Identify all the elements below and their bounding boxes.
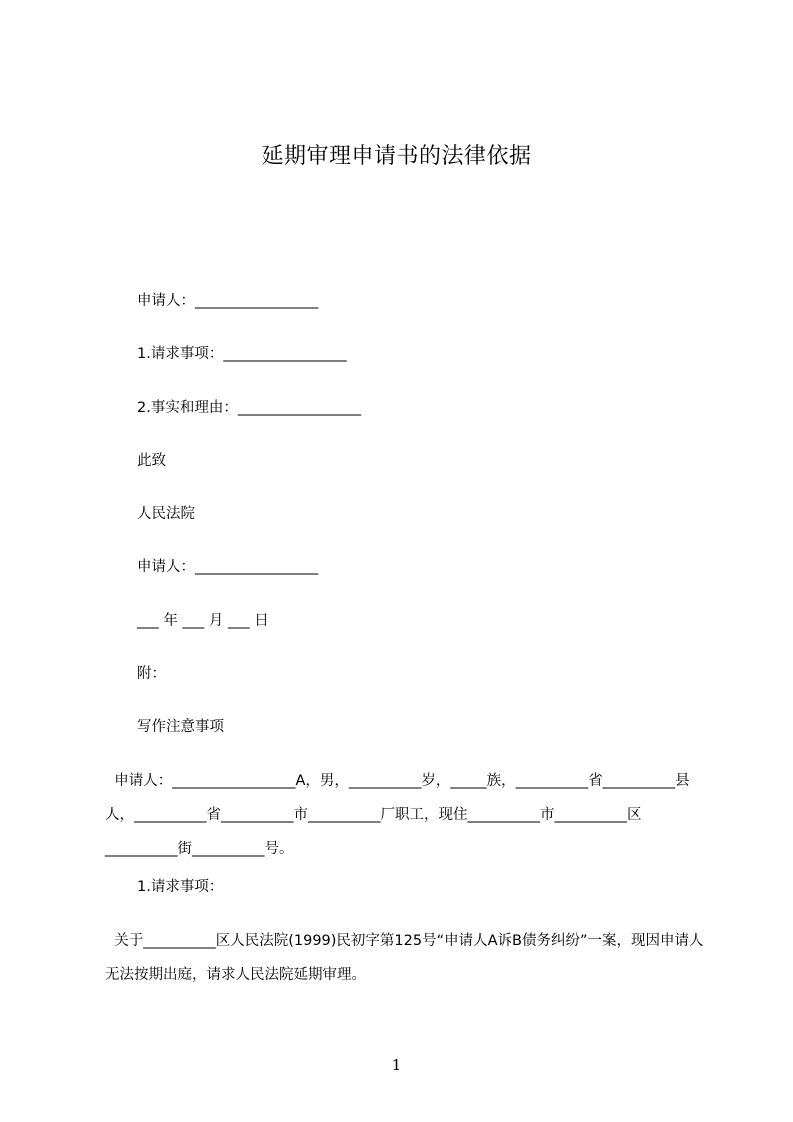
- request-item-heading: 1.请求事项：: [137, 879, 224, 895]
- facts-reasons-line: 2.事实和理由：_________________: [137, 400, 362, 416]
- applicant-sign-line: 申请人：_________________: [137, 559, 319, 575]
- page-number: 1: [391, 1056, 402, 1074]
- respectfully-line: 此致: [137, 453, 166, 469]
- attachment-line: 附：: [137, 666, 166, 682]
- court-line: 人民法院: [137, 506, 195, 522]
- applicant-info-paragraph: 申请人：_________________A，男，__________岁，_____族，__________省__________县人，__________省__________市__________厂职工，现住__________市__________区__________街__________号。: [105, 773, 690, 857]
- date-line: ___ 年 ___ 月 ___ 日: [137, 613, 269, 629]
- notes-heading: 写作注意事项: [137, 719, 224, 735]
- applicant-line: 申请人：_________________: [137, 293, 319, 309]
- request-item-line: 1.请求事项：_________________: [137, 346, 347, 362]
- document-title: 延期审理申请书的法律依据: [261, 144, 532, 169]
- request-content-paragraph: 关于__________区人民法院(1999)民初字第125号“申请人A诉B债务纠纷”一案，现因申请人无法按期出庭，请求人民法院延期审理。: [105, 933, 704, 983]
